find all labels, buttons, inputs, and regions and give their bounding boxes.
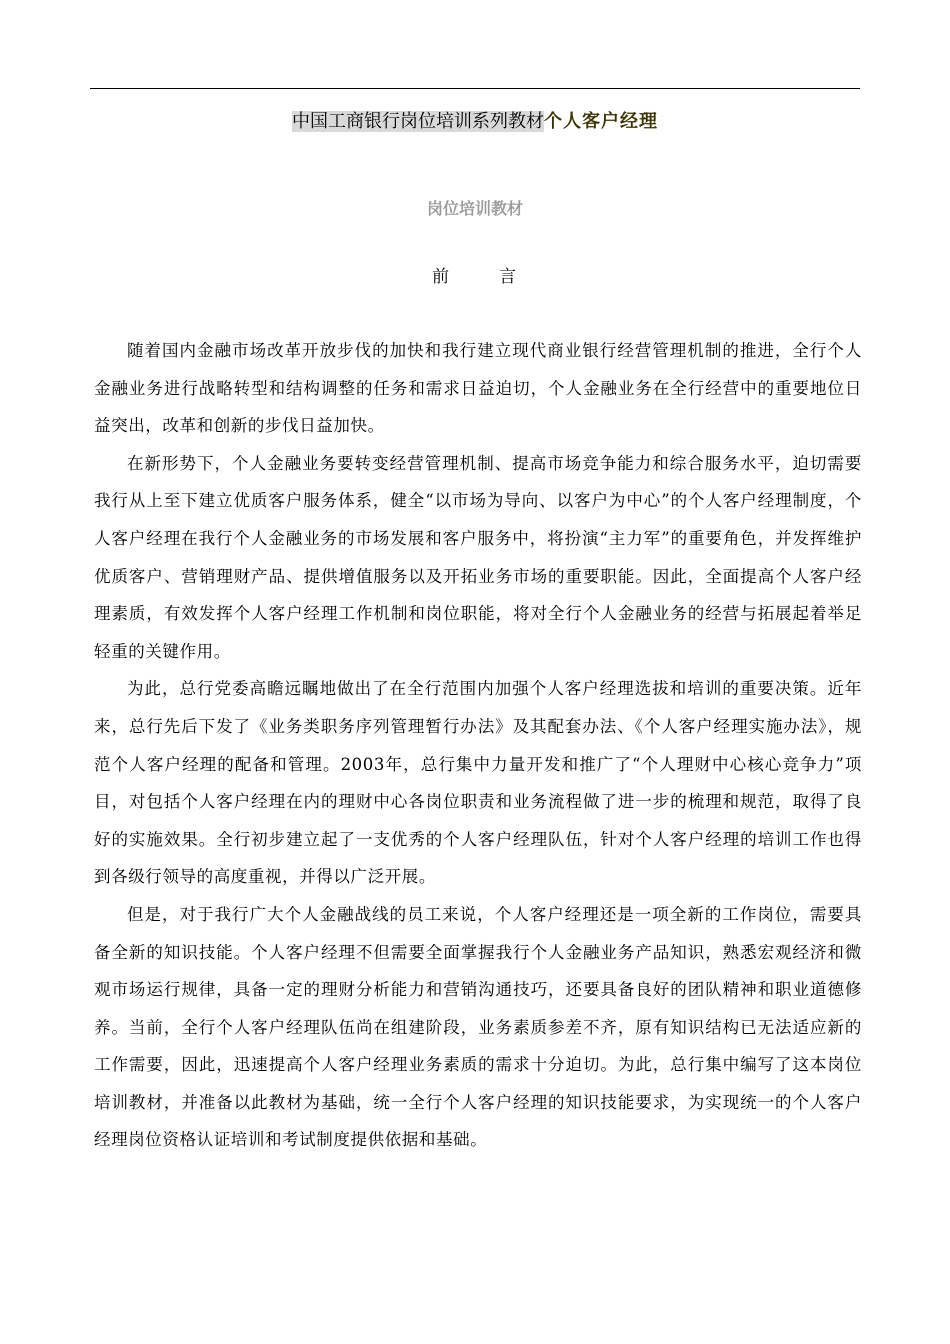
paragraph: 但是，对于我行广大个人金融战线的员工来说，个人客户经理还是一项全新的工作岗位，需要具备全新的知识技能。个人客户经理不但需要全面掌握我行个人金融业务产品知识，熟悉宏观经济和微观市场运行规律，具备一定的理财分析能力和营销沟通技巧，还要具备良好的团队精神和职业道德修养。当前，全行个人客户经理队伍尚在组建阶段，业务素质参差不齐，原有知识结构已无法适应新的工作需要，因此，迅速提高个人客户经理业务素质的需求十分迫切。为此，总行集中编写了这本岗位培训教材，并准备以此教材为基础，统一全行个人客户经理的知识技能要求，为实现统一的个人客户经理岗位资格认证培训和考试制度提供依据和基础。 — [94, 904, 862, 1150]
book-title: 个人客户经理 — [544, 111, 658, 132]
body-text — [94, 332, 862, 1159]
paragraph: 为此，总行党委高瞻远瞩地做出了在全行范围内加强个人客户经理选拔和培训的重要决策。近年来，总行先后下发了《业务类职务序列管理暂行办法》及其配套办法、《个人客户经理实施办法》，规范个人客户经理的配备和管理。2003年，总行集中力量开发和推广了“个人理财中心核心竞争力”项目，对包括个人客户经理在内的理财中心各岗位职责和业务流程做了进一步的梳理和规范，取得了良好的实施效果。全行初步建立起了一支优秀的个人客户经理队伍，针对个人客户经理的培训工作也得到各级行领导的高度重视，并得以广泛开展。 — [94, 679, 862, 887]
series-name: 中国工商银行岗位培训系列教材 — [292, 111, 544, 132]
paragraph: 随着国内金融市场改革开放步伐的加快和我行建立现代商业银行经营管理机制的推进，全行个人金融业务进行战略转型和结构调整的任务和需求日益迫切，个人金融业务在全行经营中的重要地位日益突出，改革和创新的步伐日益加快。 — [94, 341, 862, 436]
running-header — [0, 108, 950, 136]
header-rule — [90, 88, 860, 89]
preface-char-1: 前 — [432, 267, 451, 287]
subtitle: 岗位培训教材 — [426, 199, 523, 218]
preface-char-2: 言 — [499, 267, 518, 287]
preface-heading — [0, 264, 950, 290]
paragraph: 在新形势下，个人金融业务要转变经营管理机制、提高市场竞争能力和综合服务水平，迫切需要我行从上至下建立优质客户服务体系，健全“以市场为导向、以客户为中心”的个人客户经理制度，个人客户经理在我行个人金融业务的市场发展和客户服务中，将扮演“主力军”的重要角色，并发挥维护优质客户、营销理财产品、提供增值服务以及开拓业务市场的重要职能。因此，全面提高个人客户经理素质，有效发挥个人客户经理工作机制和岗位职能，将对全行个人金融业务的经营与拓展起着举足轻重的关键作用。 — [94, 453, 862, 661]
